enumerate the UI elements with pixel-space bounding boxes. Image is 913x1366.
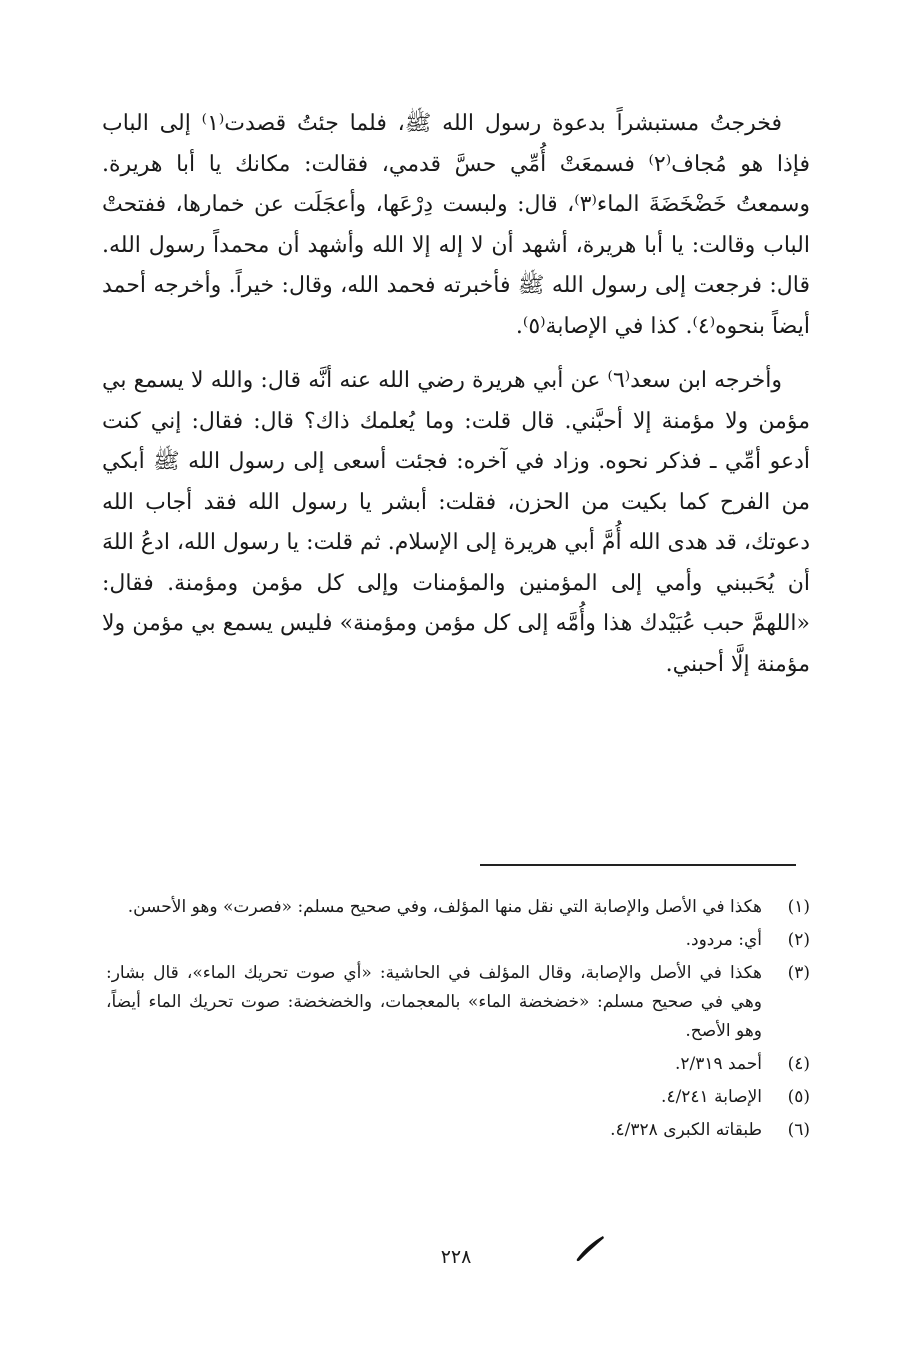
footnote-text: هكذا في الأصل والإصابة، وقال المؤلف في الحاشية: «أي صوت تحريك الماء»، قال بشار: وهي في صحيح مسلم: «خضخضة الماء» بالمعجمات، والخضخضة: صوت تحريك الماء أيضاً، وهو الأصح. (106, 963, 762, 1041)
footnote-text: طبقاته الكبرى ٤/٣٢٨. (610, 1120, 762, 1140)
footnote-item (106, 893, 810, 922)
footnote-number: (٥) (787, 1087, 810, 1107)
footnote-number: (٣) (787, 963, 810, 983)
footnote-item (106, 959, 810, 1046)
footnote-number: (٦) (787, 1120, 810, 1140)
footnote-text: هكذا في الأصل والإصابة التي نقل منها المؤلف، وفي صحيح مسلم: «فصرت» وهو الأحسن. (127, 897, 762, 917)
pen-mark-icon (572, 1233, 606, 1263)
footnote-text: أي: مردود. (685, 930, 762, 950)
footnote-number: (٤) (787, 1054, 810, 1074)
footnote-item (106, 1050, 810, 1079)
footnote-item (106, 1116, 810, 1145)
paragraph-2: وأخرجه ابن سعد⁽٦⁾ عن أبي هريرة رضي الله عنه أنَّه قال: والله لا يسمع بي مؤمن ولا مؤمنة إلا أحبَّني. قال قلت: وما يُعلمك ذاك؟ قال: فقال: إني كنت أدعو أمِّي ـ فذكر نحوه. وزاد في آخره: فجئت أسعى إلى رسول الله ﷺ أبكي من الفرح كما بكيت من الحزن، فقلت: أبشر يا رسول الله فقد أجاب الله دعوتك، قد هدى الله أُمَّ أبي هريرة إلى الإسلام. ثم قلت: يا رسول الله، ادعُ اللهَ أن يُحَببني وأمي إلى المؤمنين والمؤمنات وإلى كل مؤمن ومؤمنة. فقال: «اللهمَّ حبب عُبَيْدك هذا وأُمَّه إلى كل مؤمن ومؤمنة» فليس يسمع بي مؤمن ولا مؤمنة إلَّا أحبني. (102, 368, 810, 677)
footnote-number: (٢) (787, 930, 810, 950)
footnote-separator (480, 864, 796, 866)
paragraph-1: فخرجتُ مستبشراً بدعوة رسول الله ﷺ، فلما جئتُ قصدت⁽١⁾ إلى الباب فإذا هو مُجاف⁽٢⁾ فسمعَتْ أُمِّي حسَّ قدمي، فقالت: مكانك يا أبا هريرة. وسمعتُ خَضْخَضَةَ الماء⁽٣⁾، قال: ولبست دِرْعَها، وأعجَلَت عن خمارها، ففتحتْ الباب وقالت: يا أبا هريرة، أشهد أن لا إله إلا الله وأشهد أن محمداً رسول الله. قال: فرجعت إلى رسول الله ﷺ فأخبرته فحمد الله، وقال: خيراً. وأخرجه أحمد أيضاً بنحوه⁽٤⁾. كذا في الإصابة⁽٥⁾. (102, 111, 810, 339)
footnote-item (106, 926, 810, 955)
footnote-item (106, 1083, 810, 1112)
main-text (102, 104, 810, 685)
footnote-text: أحمد ٢/٣١٩. (674, 1054, 762, 1074)
footnote-text: الإصابة ٤/٢٤١. (661, 1087, 762, 1107)
footnotes (106, 893, 810, 1145)
page-number: ٢٢٨ (440, 1246, 472, 1268)
footnote-number: (١) (787, 897, 810, 917)
